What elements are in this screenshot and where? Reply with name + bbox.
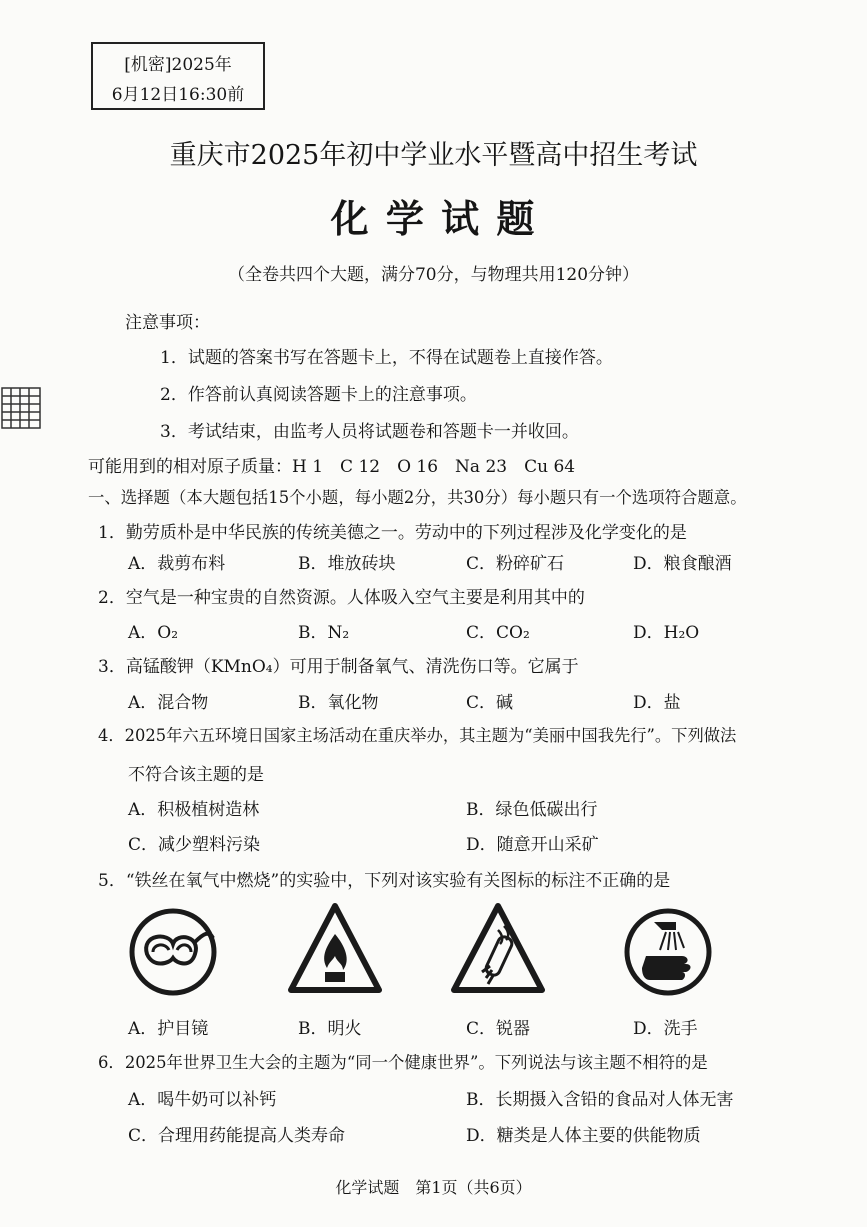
question-2-option-a: A．O₂ <box>128 623 179 643</box>
question-4-option-b: B．绿色低碳出行 <box>466 800 598 820</box>
question-1-option-b: B．堆放砖块 <box>298 554 396 574</box>
note-item: 2．作答前认真阅读答题卡上的注意事项。 <box>160 385 477 405</box>
question-3-stem: 3．高锰酸钾（KMnO₄）可用于制备氧气、清洗伤口等。它属于 <box>98 657 579 677</box>
relative-atomic-masses: 可能用到的相对原子质量：H 1 C 12 O 16 Na 23 Cu 64 <box>88 457 576 477</box>
question-1-option-a: A．裁剪布料 <box>128 554 226 574</box>
note-item: 1．试题的答案书写在答题卡上，不得在试题卷上直接作答。 <box>160 348 613 368</box>
question-3-option-b: B．氧化物 <box>298 693 379 713</box>
exam-title: 重庆市2025年初中学业水平暨高中招生考试 <box>169 140 698 171</box>
exam-subtitle: （全卷共四个大题，满分70分，与物理共用120分钟） <box>227 265 640 285</box>
question-2-option-c: C．CO₂ <box>466 623 530 643</box>
question-4-option-c: C．减少塑料污染 <box>128 835 261 855</box>
question-6-option-c: C．合理用药能提高人类寿命 <box>128 1126 346 1146</box>
question-5-option-c: C．锐器 <box>466 1019 531 1039</box>
goggles-icon <box>125 904 221 1000</box>
question-6-option-a: A．喝牛奶可以补钙 <box>128 1090 277 1110</box>
question-2-option-b: B．N₂ <box>298 623 350 643</box>
note-item: 3．考试结束，由监考人员将试题卷和答题卡一并收回。 <box>160 422 579 442</box>
question-5-option-b: B．明火 <box>298 1019 362 1039</box>
question-3-option-d: D．盐 <box>633 693 681 713</box>
sharp-object-icon <box>448 900 548 998</box>
binding-grid-icon <box>0 386 42 430</box>
notes-heading: 注意事项： <box>125 313 210 333</box>
question-3-option-a: A．混合物 <box>128 693 209 713</box>
open-flame-icon <box>285 900 385 998</box>
confidential-line-2: 6月12日16:30前 <box>111 85 245 105</box>
question-2-option-d: D．H₂O <box>633 623 700 643</box>
question-4-stem: 4．2025年六五环境日国家主场活动在重庆举办，其主题为“美丽中国我先行”。下列做法 <box>98 726 737 745</box>
question-6-option-d: D．糖类是人体主要的供能物质 <box>466 1126 701 1146</box>
question-5-option-a: A．护目镜 <box>128 1019 209 1039</box>
question-4-option-a: A．积极植树造林 <box>128 800 260 820</box>
question-2-stem: 2．空气是一种宝贵的自然资源。人体吸入空气主要是利用其中的 <box>98 588 585 608</box>
question-1-option-c: C．粉碎矿石 <box>466 554 565 574</box>
question-6-option-b: B．长期摄入含铅的食品对人体无害 <box>466 1090 734 1110</box>
question-1-option-d: D．粮食酿酒 <box>633 554 732 574</box>
page-footer: 化学试题 第1页（共6页） <box>335 1178 532 1197</box>
question-3-option-c: C．碱 <box>466 693 514 713</box>
subject-title: 化 学 试 题 <box>330 196 537 241</box>
confidential-line-1: [机密]2025年 <box>124 55 232 75</box>
section-1-heading: 一、选择题（本大题包括15个小题，每小题2分，共30分）每小题只有一个选项符合题意。 <box>88 488 747 507</box>
question-6-stem: 6．2025年世界卫生大会的主题为“同一个健康世界”。下列说法与该主题不相符的是 <box>98 1053 708 1072</box>
question-1-stem: 1．勤劳质朴是中华民族的传统美德之一。劳动中的下列过程涉及化学变化的是 <box>98 523 687 543</box>
question-5-option-d: D．洗手 <box>633 1019 698 1039</box>
question-5-stem: 5．“铁丝在氧气中燃烧”的实验中，下列对该实验有关图标的标注不正确的是 <box>98 871 671 891</box>
confidential-box <box>91 42 265 110</box>
question-4-stem-continued: 不符合该主题的是 <box>128 765 264 785</box>
question-4-option-d: D．随意开山采矿 <box>466 835 599 855</box>
hand-washing-icon <box>620 904 716 1000</box>
